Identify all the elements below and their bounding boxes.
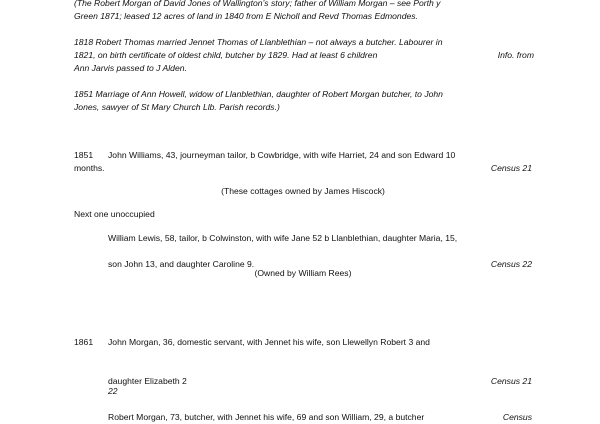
unoccupied-note: Next one unoccupied bbox=[74, 209, 155, 219]
census-reference: Census 22 bbox=[490, 259, 532, 269]
note-robert-thomas-marriage bbox=[74, 36, 534, 75]
entry-john-williams-line2: months. Census 21 bbox=[74, 163, 532, 173]
note-line: Jones, sawyer of St Mary Church Llb. Parish records.) bbox=[74, 102, 280, 112]
entry-john-morgan-line1: John Morgan, 36, domestic servant, with Jennet his wife, son Llewellyn Robert 3 and bbox=[108, 337, 430, 347]
ownership-note-rees: (Owned by William Rees) bbox=[254, 268, 352, 278]
year-1851: 1851 bbox=[74, 150, 94, 160]
census-reference: Census 21 bbox=[490, 163, 532, 173]
note-line: 1821, on birth certificate of oldest child, butcher by 1829. Had at least 6 children Info. from bbox=[74, 50, 534, 60]
note-line: Ann Jarvis passed to J Alden. bbox=[74, 63, 187, 73]
info-from-text: Info. from bbox=[497, 50, 534, 60]
note-line: 1818 Robert Thomas married Jennet Thomas of Llanblethian – not always a butcher. Labourer in bbox=[74, 37, 443, 47]
note-ann-howell-marriage bbox=[74, 88, 534, 114]
census-reference: Census 21 bbox=[490, 376, 532, 386]
year-1861: 1861 bbox=[74, 337, 94, 347]
entry-william-lewis-line2: son John 13, and daughter Caroline 9. Census 22 bbox=[108, 259, 532, 269]
census-number: 22 bbox=[108, 386, 118, 396]
entry-john-williams-line1: John Williams, 43, journeyman tailor, b Cowbridge, with wife Harriet, 24 and son Edward 10 bbox=[108, 150, 456, 160]
note-line: 1851 Marriage of Ann Howell, widow of Llanblethian, daughter of Robert Morgan butcher, to John bbox=[74, 89, 443, 99]
entry-robert-morgan-line1: Robert Morgan, 73, butcher, with Jennet his wife, 69 and son William, 29, a butcher Census bbox=[108, 412, 532, 422]
note-line: Green 1871; leased 12 acres of land in 1840 from E Nicholl and Revd Thomas Edmondes. bbox=[74, 11, 418, 21]
entry-john-morgan-line2: daughter Elizabeth 2 Census 21 bbox=[108, 376, 532, 386]
census-reference: Census bbox=[502, 412, 532, 422]
note-line: (The Robert Morgan of David Jones of Wallington’s story; father of William Morgan – see Porth y bbox=[74, 0, 441, 8]
note-robert-morgan-origin bbox=[74, 0, 534, 23]
entry-william-lewis-line1: William Lewis, 58, tailor, b Colwinston, with wife Jane 52 b Llanblethian, daughter Maria, 15, bbox=[108, 233, 458, 243]
ownership-note-hiscock: (These cottages owned by James Hiscock) bbox=[221, 186, 385, 196]
